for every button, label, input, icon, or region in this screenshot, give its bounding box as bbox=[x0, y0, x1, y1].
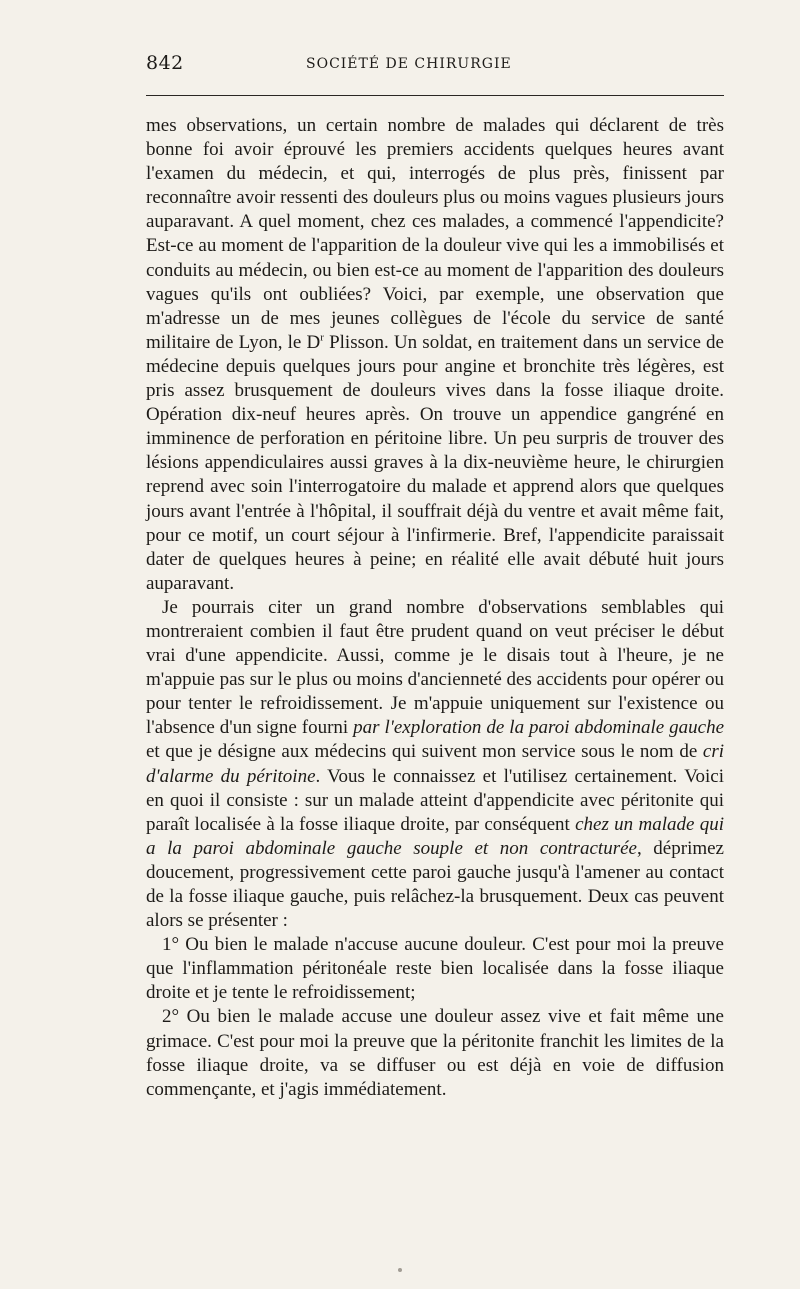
paragraph-2-text-d: , déprimez doucement, progressivement cette paroi gauche jusqu'à l'amener au contact de la fosse iliaque gauche, puis relâchez-la brusquement. Deux cas peuvent alors se présenter : bbox=[146, 837, 724, 932]
paragraph-2-italic-3: chez un malade qui a la paroi abdominale gauche souple et non contracturée bbox=[146, 813, 724, 859]
running-title: SOCIÉTÉ DE CHIRURGIE bbox=[306, 56, 512, 72]
paragraph-1 bbox=[146, 114, 724, 596]
paragraph-1-text-a: mes observations, un certain nombre de malades qui déclarent de très bonne foi avoir éprouvé les premiers accidents quelques heures avant l'examen du médecin, et qui, interrogés de plus près, finissent par reconnaître avoir ressenti des douleurs plus ou moins vagues plusieurs jours auparavant. A quel moment, chez ces malades, a commencé l'appendicite? Est-ce au moment de l'apparition de la douleur vive qui les a immobilisés et conduits au médecin, ou bien est-ce au moment de l'apparition des douleurs vagues qu'ils ont oubliées? Voici, par exemple, une observation que m'adresse un de mes jeunes collègues de l'école du service de santé militaire de Lyon, le D bbox=[146, 115, 724, 353]
paragraph-2-text-a: Je pourrais citer un grand nombre d'observations semblables qui montreraient combien il faut être prudent quand on veut préciser le début vrai d'une appendicite. Aussi, comme je le disais tout à l'heure, je ne m'appuie pas sur le plus ou moins d'ancienneté des accidents pour opérer ou pour tenter le refroidissement. Je m'appuie uniquement sur l'existence ou l'absence d'un signe fourni bbox=[146, 596, 724, 739]
paragraph-1-text-b: Plisson. Un soldat, en traitement dans un service de médecine depuis quelques jours pour angine et bronchite très légères, est pris assez brusquement de douleurs vives dans la fosse iliaque droite. Opération dix-neuf heures après. On trouve un appendice gangréné en imminence de perforation en péritoine libre. Un peu surpris de trouver des lésions appendiculaires aussi graves à la dix-neuvième heure, le chirurgien reprend avec soin l'interrogatoire du malade et apprend alors que quelques jours avant l'entrée à l'hôpital, il souffrait déjà du ventre et avait même fait, pour ce motif, un court séjour à l'infirmerie. Bref, l'appendicite paraissait dater de quelques heures à peine; en réalité elle avait débuté huit jours auparavant. bbox=[146, 331, 724, 594]
header-rule bbox=[146, 95, 724, 96]
paragraph-2-text-c: . Vous le connaissez et l'utilisez certainement. Voici en quoi il consiste : sur un malade atteint d'appendicite avec péritonite qui paraît localisée à la fosse iliaque droite, par conséquent bbox=[146, 765, 724, 835]
page-number: 842 bbox=[146, 52, 184, 74]
page-header bbox=[146, 48, 724, 88]
paragraph-2-text-b: et que je désigne aux médecins qui suivent mon service sous le nom de bbox=[146, 741, 703, 763]
body-text bbox=[146, 114, 724, 1102]
paragraph-2-italic-1: par l'exploration de la paroi abdominale gauche bbox=[353, 717, 724, 739]
ink-speck bbox=[398, 1268, 402, 1272]
paragraph-4: 2° Ou bien le malade accuse une douleur assez vive et fait même une grimace. C'est pour moi la preuve que la péritonite franchit les limites de la fosse iliaque droite, va se diffuser ou est déjà en voie de diffusion commençante, et j'agis immédiatement. bbox=[146, 1006, 724, 1100]
paragraph-3: 1° Ou bien le malade n'accuse aucune douleur. C'est pour moi la preuve que l'inflammation péritonéale reste bien localisée dans la fosse iliaque droite et je tente le refroidissement; bbox=[146, 934, 724, 1004]
doctor-abbrev-superscript: r bbox=[320, 331, 324, 344]
paragraph-2 bbox=[146, 596, 724, 933]
paragraph-2-italic-2: cri d'alarme du péritoine bbox=[146, 741, 724, 787]
